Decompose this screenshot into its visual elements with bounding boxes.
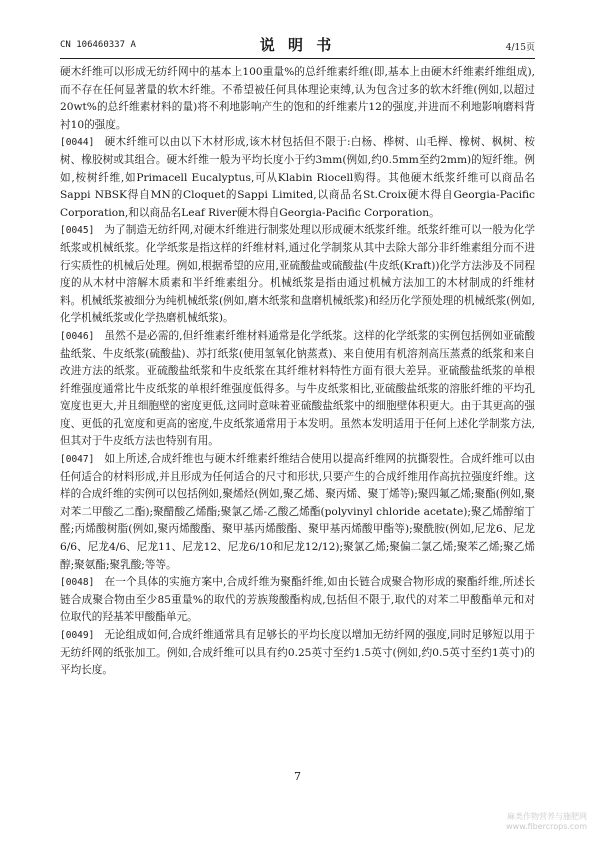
paragraph-number: [0047] xyxy=(60,454,95,466)
page-info: 4/15页 xyxy=(505,43,535,53)
paragraph xyxy=(60,64,535,134)
paragraph xyxy=(60,627,535,680)
paragraph-number: [0045] xyxy=(60,225,95,237)
paragraph xyxy=(60,574,535,627)
document-title: 说 明 书 xyxy=(259,36,336,54)
page-number: 7 xyxy=(294,770,301,783)
paragraph-text: 虽然不是必需的,但纤维素纤维材料通常是化学纸浆。这样的化学纸浆的实例包括例如亚硫酸盐纸浆、牛皮纸浆(硫酸盐)、苏打纸浆(使用氢氧化钠蒸煮)、来自使用有机溶剂高压蒸煮的纸浆和来自改进方法的纸浆。亚硫酸盐纸浆和牛皮纸浆在其纤维材料特性方面有很大差异。亚硫酸盐纸浆的单根纤维强度通常比牛皮纸浆的单根纤维强度低得多。与牛皮纸浆相比,亚硫酸盐纸浆的溶胀纤维的平均孔宽度也更大,并且细胞壁的密度更低,这同时意味着亚硫酸盐纸浆中的细胞壁体积更大。由于其更高的强度、更低的孔宽度和更高的密度,牛皮纸浆通常用于本发明。虽然本发明适用于任何上述化学制浆方法,但其对于牛皮纸方法也特别有用。 xyxy=(60,329,535,448)
paragraph-text: 无论组成如何,合成纤维通常具有足够长的平均长度以增加无纺纤网的强度,同时足够短以用于无纺纤网的纸张加工。例如,合成纤维可以具有约0.25英寸至约1.5英寸(例如,约0.5英寸至约1英寸)的平均长度。 xyxy=(60,629,535,677)
paragraph-number: [0048] xyxy=(60,577,95,589)
page-header xyxy=(60,34,535,54)
paragraph-text: 硬木纤维可以形成无纺纤网中的基本上100重量%的总纤维素纤维(即,基本上由硬木纤维素纤维组成),而不存在任何显著量的软木纤维。不希望被任何具体理论束缚,认为包含过多的软木纤维(例如,以超过20wt%的总纤维素材料的量)将不利地影响产生的饱和的纤维素片12的强度,并进而不利地影响磨料背衬10的强度。 xyxy=(60,66,535,131)
paragraph xyxy=(60,134,535,222)
paragraph-number: [0044] xyxy=(60,137,95,149)
header-rule xyxy=(60,58,535,59)
paragraph-text: 如上所述,合成纤维也与硬木纤维素纤维结合使用以提高纤维网的抗撕裂性。合成纤维可以由任何适合的材料形成,并且形成为任何适合的尺寸和形状,只要产生的合成纤维用作高抗拉强度纤维。这样的合成纤维的实例可以包括例如,聚烯烃(例如,聚乙烯、聚丙烯、聚丁烯等);聚四氟乙烯;聚酯(例如,聚对苯二甲酸乙二酯);聚醋酸乙烯酯;聚氯乙烯-乙酸乙烯酯(polyvinyl chloride acetate);聚乙烯醇缩丁醛;丙烯酸树脂(例如,聚丙烯酸酯、聚甲基丙烯酸酯、聚甲基丙烯酸甲酯等);聚酰胺(例如,尼龙6、尼龙6/6、尼龙4/6、尼龙11、尼龙12、尼龙6/10和尼龙12/12);聚氯乙烯;聚偏二氯乙烯;聚苯乙烯;聚乙烯醇;聚氨酯;聚乳酸;等等。 xyxy=(60,453,535,571)
paragraph xyxy=(60,222,535,328)
publication-number: CN 106460337 A xyxy=(60,40,136,50)
paragraph-text: 在一个具体的实施方案中,合成纤维为聚酯纤维,如由长链合成聚合物形成的聚酯纤维,所述长链合成聚合物由至少85重量%的取代的芳族羧酸酯构成,包括但不限于,取代的对苯二甲酸酯单元和对位取代的羟基苯甲酸酯单元。 xyxy=(60,576,535,624)
paragraph-text: 为了制造无纺纤网,对硬木纤维进行制浆处理以形成硬木纸浆纤维。纸浆纤维可以一般为化学纸浆或机械纸浆。化学纸浆是指这样的纤维材料,通过化学制浆从其中去除大部分非纤维素组分而不进行实质性的机械后处理。例如,根据希望的应用,亚硫酸盐或硫酸盐(牛皮纸(Kraft))化学方法涉及不同程度的从木材中溶解木质素和半纤维素组分。机械纸浆是指由通过机械方法加工的木材制成的纤维材料。机械纸浆被细分为纯机械纸浆(例如,磨木纸浆和盘磨机械纸浆)和经历化学预处理的机械纸浆(例如,化学机械纸浆或化学热磨机械纸浆)。 xyxy=(60,224,535,325)
paragraph-text: 硬木纤维可以由以下木材形成,该木材包括但不限于:白杨、桦树、山毛榉、橡树、枫树、桉树、橡胶树或其组合。硬木纤维一般为平均长度小于约3mm(例如,约0.5mm至约2mm)的短纤维。例如,桉树纤维,如Primacell Eucalyptus,可从Klabin Riocell购得。其他硬木纸浆纤维可以商品名Sappi NBSK得自MN的Cloquet的Sappi Limited,以商品名St.Croix硬木得自Georgia-Pacific Corporation,和以商品名Leaf River硬木得自Georgia-Pacific Corporation。 xyxy=(60,136,535,219)
paragraph xyxy=(60,451,535,574)
watermark-line: 麻类作物营养与施肥网 xyxy=(507,812,587,821)
paragraph xyxy=(60,328,535,451)
watermark xyxy=(506,812,587,832)
watermark-url: www.fibercrops.com xyxy=(506,822,587,831)
paragraph-number: [0049] xyxy=(60,630,95,641)
paragraph-number: [0046] xyxy=(60,330,95,342)
document-body xyxy=(60,64,535,680)
